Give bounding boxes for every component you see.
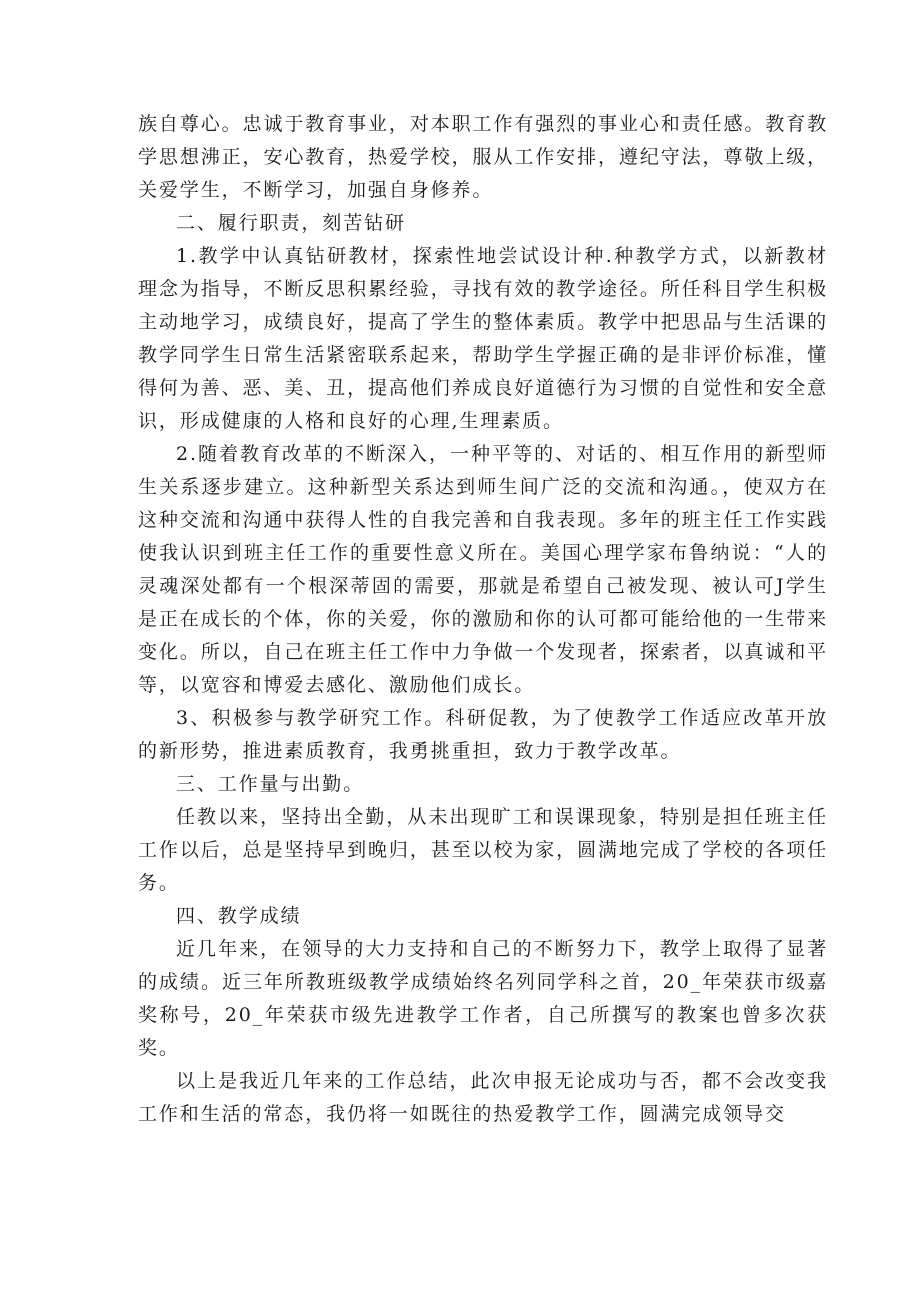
paragraph-item-2: 2.随着教育改革的不断深入，一种平等的、对话的、相互作用的新型师生关系逐步建立。这种新型关系达到师生间广泛的交流和沟通。，使双方在这种交流和沟通中获得人性的自我完善和自我表现。多年的班主任工作实践使我认识到班主任工作的重要性意义所在。美国心理学家布鲁纳说：“人的灵魂深处都有一个根深蒂固的需要，那就是希望自己被发现、被认可J学生是正在成长的个体，你的关爱，你的激励和你的认可都可能给他的一生带来变化。所以，自己在班主任工作中力争做一个发现者，探索者，以真诚和平等，以宽容和博爱去感化、激励他们成长。 [138, 443, 828, 696]
heading-duties: 二、履行职责，刻苦钻研 [176, 212, 406, 234]
paragraph-attendance: 任教以来，坚持出全勤，从未出现旷工和误课现象，特别是担任班主任工作以后，总是坚持早到晚归，甚至以校为家，圆满地完成了学校的各项任务。 [138, 806, 828, 894]
paragraph-item-1: 1.教学中认真钻研教材，探索性地尝试设计种.种教学方式，以新教材理念为指导，不断反思积累经验，寻找有效的教学途径。所任科目学生积极主动地学习，成绩良好，提高了学生的整体素质。教学中把思品与生活课的教学同学生日常生活紧密联系起来，帮助学生学握正确的是非评价标准，懂得何为善、恶、美、丑，提高他们养成良好道德行为习惯的自觉性和安全意识，形成健康的人格和良好的心理,生理素质。 [138, 245, 828, 432]
paragraph-continued-intro: 族自尊心。忠诚于教育事业，对本职工作有强烈的事业心和责任感。教育教学思想沸正，安心教育，热爱学校，服从工作安排，遵纪守法，尊敬上级，关爱学生，不断学习，加强自身修养。 [138, 113, 828, 201]
heading-attendance: 三、工作量与出勤。 [176, 773, 365, 795]
paragraph-item-3: 3、积极参与教学研究工作。科研促教，为了使教学工作适应改革开放的新形势，推进素质教育，我勇挑重担，致力于教学改革。 [138, 707, 828, 762]
paragraph-results: 近几年来，在领导的大力支持和自己的不断努力下，教学上取得了显著的成绩。近三年所教班级教学成绩始终名列同学科之首，20_年荣获市级嘉奖称号，20_年荣获市级先进教学工作者，自己所撰写的教案也曾多次获奖。 [138, 938, 828, 1059]
paragraph-conclusion: 以上是我近几年来的工作总结，此次申报无论成功与否，都不会改变我工作和生活的常态，我仍将一如既往的热爱教学工作，圆满完成领导交 [138, 1070, 828, 1125]
heading-results: 四、教学成绩 [176, 905, 302, 927]
